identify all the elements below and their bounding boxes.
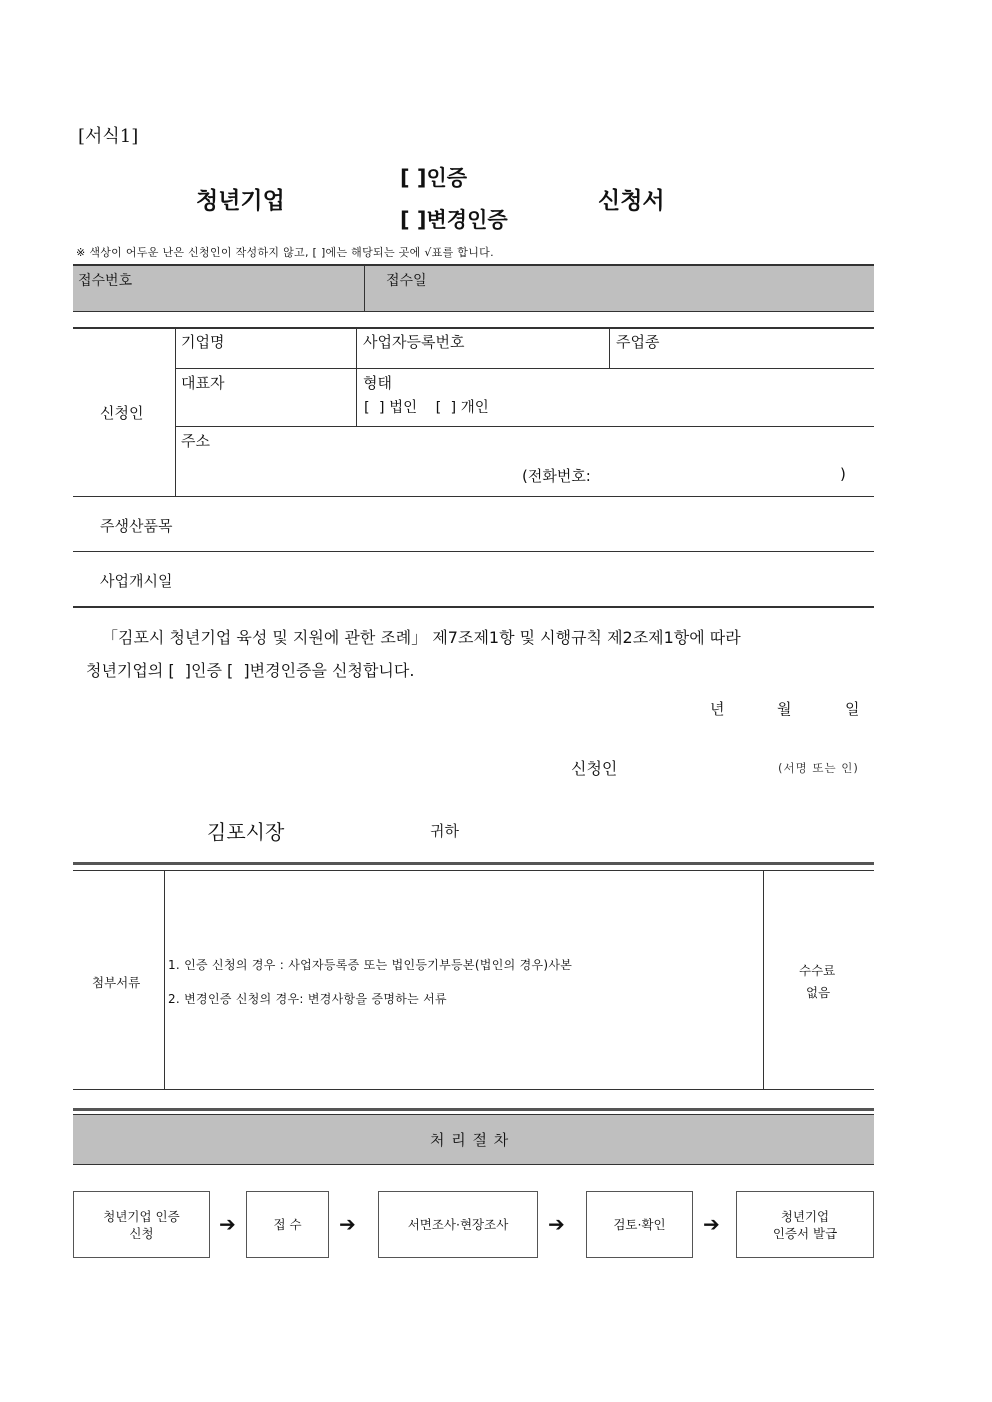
date-year-label: 년 [710,700,725,718]
business-type-options[interactable]: [ ] 법인 [ ] 개인 [364,400,489,416]
arrow-right-icon: ➔ [219,1212,236,1236]
procedure-title: 처 리 절 차 [430,1131,510,1149]
statement-line-2: 청년기업의 [ ]인증 [ ]변경인증을 신청합니다. [86,661,415,680]
industry-field[interactable] [610,349,873,368]
main-products-label: 주생산품목 [100,517,173,535]
attachments-label: 첨부서류 [92,975,141,990]
instruction-note: ※ 색상이 어두운 난은 신청인이 작성하지 않고, [ ]에는 해당되는 곳에 √표를 합니다. [76,246,494,259]
address-label: 주소 [181,432,210,450]
sign-hint: (서명 또는 인) [778,761,859,775]
procedure-step-receive: 접 수 [246,1191,329,1258]
industry-label: 주업종 [616,333,660,351]
company-name-label: 기업명 [181,333,225,351]
main-products-field[interactable] [200,508,870,544]
addressee: 김포시장 [207,820,285,844]
signer-label: 신청인 [571,759,618,778]
receipt-block [73,265,874,311]
date-month-label: 월 [777,700,792,718]
arrow-right-icon: ➔ [703,1212,720,1236]
signature-field[interactable] [630,752,760,778]
phone-close-paren: ) [840,465,846,483]
form-label: [서식1] [78,126,139,147]
bizreg-number-field[interactable] [357,349,608,368]
attachment-item-2: 2. 변경인증 신청의 경우: 변경사항을 증명하는 서류 [168,992,447,1006]
honorific: 귀하 [430,822,459,840]
arrow-right-icon: ➔ [339,1212,356,1236]
bizreg-number-label: 사업자등록번호 [363,333,465,351]
title-left: 청년기업 [196,188,285,214]
fee-value: 없음 [806,985,831,1000]
representative-label: 대표자 [181,374,225,392]
arrow-right-icon: ➔ [548,1212,565,1236]
representative-field[interactable] [176,392,355,425]
start-date-label: 사업개시일 [100,572,173,590]
attachment-item-1: 1. 인증 신청의 경우 : 사업자등록증 또는 법인등기부등본(법인의 경우)사본 [168,958,573,972]
title-right: 신청서 [598,188,665,214]
phone-label: (전화번호: [522,467,591,485]
business-type-label: 형태 [363,374,392,392]
receipt-date-label: 접수일 [386,273,427,289]
start-date-field[interactable] [200,563,870,599]
procedure-step-issue: 청년기업 인증서 발급 [736,1191,874,1258]
fee-label: 수수료 [799,963,836,978]
procedure-step-review: 검토·확인 [586,1191,693,1258]
statement-line-1: 「김포시 청년기업 육성 및 지원에 관한 조례」 제7조제1항 및 시행규칙 제2조제1항에 따라 [102,628,741,647]
date-day-label: 일 [845,700,860,718]
title-option-change[interactable]: [ ]변경인증 [400,208,508,232]
applicant-section-label: 신청인 [100,404,144,422]
title-option-certify[interactable]: [ ]인증 [400,166,468,190]
procedure-step-apply: 청년기업 인증 신청 [73,1191,210,1258]
procedure-step-investigation: 서면조사·현장조사 [378,1191,538,1258]
receipt-number-label: 접수번호 [78,273,133,289]
company-name-field[interactable] [176,349,355,368]
